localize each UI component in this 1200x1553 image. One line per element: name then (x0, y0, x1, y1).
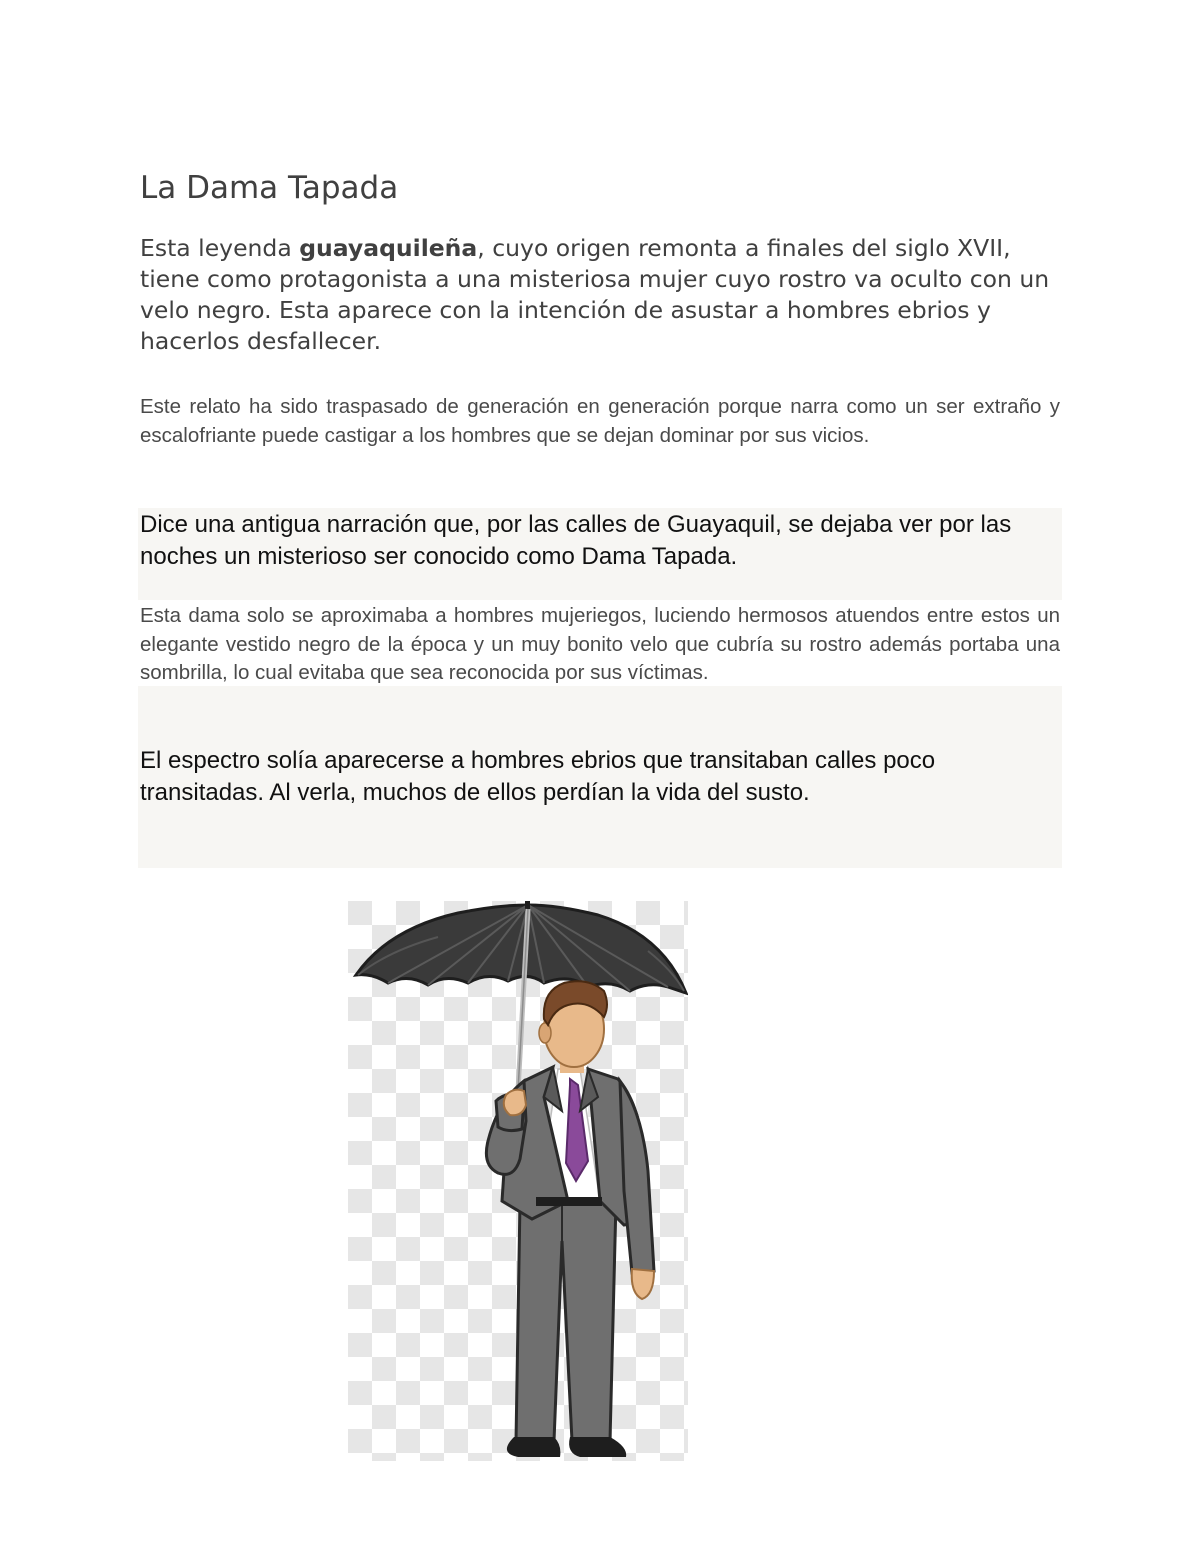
man-with-umbrella-icon (348, 901, 688, 1461)
paragraph-relato: Este relato ha sido traspasado de generación en generación porque narra como un ser extraño y escalofriante puede castigar a los hombres que se dejan dominar por sus vicios. (140, 395, 1060, 447)
lead-text-before: Esta leyenda (140, 234, 300, 262)
shoe-left (507, 1437, 561, 1457)
paragraph-dama: Esta dama solo se aproximaba a hombres mujeriegos, luciendo hermosos atuendos entre estos un elegante vestido negro de la época y un muy bonito velo que cubría su rostro además portaba una sombrilla, lo cual evitaba que sea reconocida por sus víctimas. (140, 604, 1060, 684)
hand-left (504, 1090, 526, 1116)
lead-text-after: , cuyo origen remonta a finales del siglo XVII, tiene como protagonista a una misteriosa mujer cuyo rostro va oculto con un velo negro. Esta aparece con la intención de asustar a hombres ebrios y hacerlos desfallecer. (140, 234, 1050, 355)
ear (539, 1023, 551, 1043)
paragraph-espectro: El espectro solía aparecerse a hombres ebrios que transitaban calles poco transitadas. Al verla, muchos de ellos perdían la vida del susto. (140, 747, 936, 806)
paragraph-narracion: Dice una antigua narración que, por las calles de Guayaquil, se dejaba ver por las noches un misterioso ser conocido como Dama Tapada. (140, 511, 1012, 570)
lead-bold-word: guayaquileña (299, 234, 478, 262)
document-title: La Dama Tapada (140, 170, 399, 206)
lead-paragraph (140, 233, 1065, 357)
